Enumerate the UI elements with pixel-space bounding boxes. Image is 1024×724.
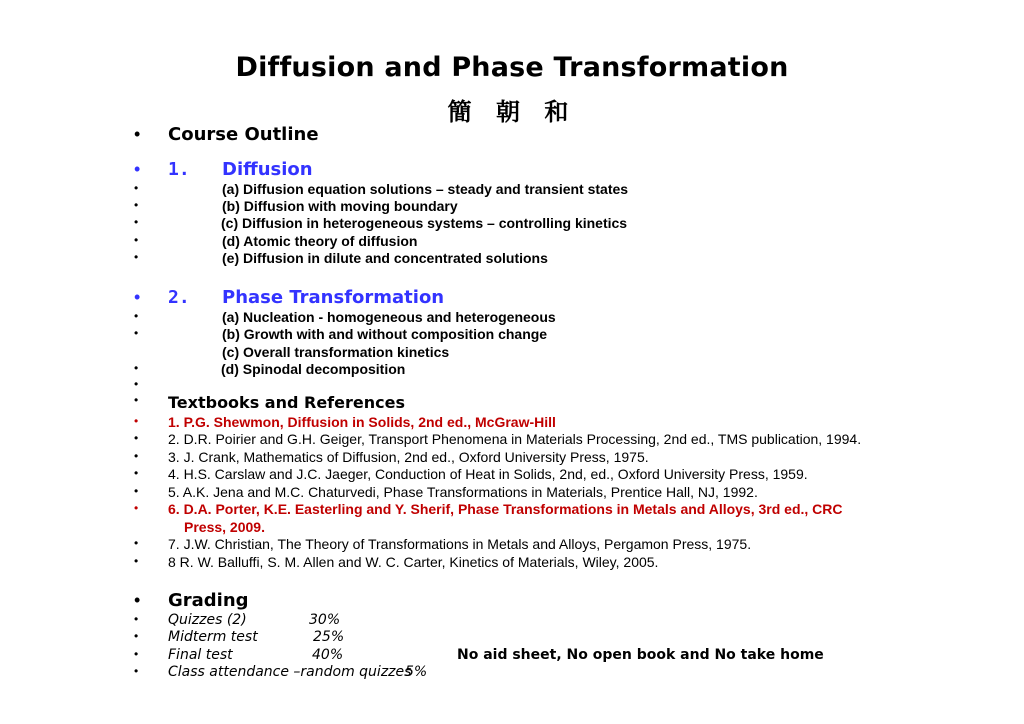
section-2-title: Phase Transformation <box>222 287 445 308</box>
reference-text: Press, 2009. <box>184 519 265 535</box>
page-title: Diffusion and Phase Transformation <box>235 52 789 83</box>
reference-text: 3. J. Crank, Mathematics of Diffusion, 2nd ed., Oxford University Press, 1975. <box>168 449 649 465</box>
grading-label: Quizzes (2) <box>168 612 247 628</box>
grading-label: Class attendance –random quizzes <box>168 664 412 680</box>
grading-heading: Grading <box>168 590 249 611</box>
bullet: • <box>134 393 139 407</box>
reference-text: 5. A.K. Jena and M.C. Chaturvedi, Phase Transformations in Materials, Prentice Hall, NJ, 1992. <box>168 484 758 500</box>
grading-value: 30% <box>309 612 341 628</box>
grading-value: 5% <box>405 664 428 680</box>
grading-label: Midterm test <box>168 629 258 645</box>
bullet: • <box>134 501 139 515</box>
bullet: • <box>134 431 139 445</box>
grading-label: Final test <box>168 647 233 663</box>
section-1-item: (a) Diffusion equation solutions – steady and transient states <box>222 181 629 197</box>
grading-note: No aid sheet, No open book and No take home <box>457 647 824 663</box>
bullet: • <box>134 159 141 179</box>
bullet: • <box>134 612 139 626</box>
bullet: • <box>134 414 139 428</box>
author-name: 簡 朝 和 <box>447 98 577 126</box>
section-1-number: 1. <box>168 159 190 180</box>
outline-heading: Course Outline <box>168 124 319 145</box>
bullet: • <box>134 361 139 375</box>
reference-text: 7. J.W. Christian, The Theory of Transformations in Metals and Alloys, Pergamon Press, 1975. <box>168 536 752 552</box>
references-heading: Textbooks and References <box>168 393 405 412</box>
bullet: • <box>134 554 139 568</box>
bullet: • <box>134 484 139 498</box>
bullet: • <box>134 536 139 550</box>
bullet: • <box>134 287 141 307</box>
bullet: • <box>134 233 139 247</box>
bullet: • <box>134 590 141 610</box>
bullet: • <box>134 124 141 144</box>
bullet: • <box>134 664 139 678</box>
section-1-item: (c) Diffusion in heterogeneous systems – controlling kinetics <box>221 215 628 231</box>
reference-text: 6. D.A. Porter, K.E. Easterling and Y. Sherif, Phase Transformations in Metals and Alloys, 3rd ed., CRC <box>168 501 843 517</box>
section-1-item: (e) Diffusion in dilute and concentrated solutions <box>222 250 548 266</box>
section-1-title: Diffusion <box>222 159 313 180</box>
reference-text: 8 R. W. Balluffi, S. M. Allen and W. C. Carter, Kinetics of Materials, Wiley, 2005. <box>168 554 659 570</box>
grading-value: 25% <box>313 629 345 645</box>
bullet: • <box>134 629 139 643</box>
section-2-item: (a) Nucleation - homogeneous and heterogeneous <box>222 309 556 325</box>
bullet: • <box>134 466 139 480</box>
grading-value: 40% <box>312 647 344 663</box>
bullet: • <box>134 647 139 661</box>
bullet: • <box>134 198 139 212</box>
section-1-item: (d) Atomic theory of diffusion <box>222 233 418 249</box>
section-2-item: (d) Spinodal decomposition <box>221 361 406 377</box>
reference-text: 2. D.R. Poirier and G.H. Geiger, Transport Phenomena in Materials Processing, 2nd ed., TMS publication, 1994. <box>168 431 862 447</box>
bullet: • <box>134 377 139 391</box>
bullet: • <box>134 181 139 195</box>
reference-text: 1. P.G. Shewmon, Diffusion in Solids, 2nd ed., McGraw-Hill <box>168 414 556 430</box>
bullet: • <box>134 250 139 264</box>
bullet: • <box>134 326 139 340</box>
bullet: • <box>134 309 139 323</box>
section-2-item: (c) Overall transformation kinetics <box>222 344 450 360</box>
bullet: • <box>134 449 139 463</box>
section-1-item: (b) Diffusion with moving boundary <box>222 198 458 214</box>
section-2-number: 2. <box>168 287 190 308</box>
bullet: • <box>134 215 139 229</box>
section-2-item: (b) Growth with and without composition change <box>222 326 548 342</box>
reference-text: 4. H.S. Carslaw and J.C. Jaeger, Conduction of Heat in Solids, 2nd, ed., Oxford University Press, 1959. <box>168 466 808 482</box>
